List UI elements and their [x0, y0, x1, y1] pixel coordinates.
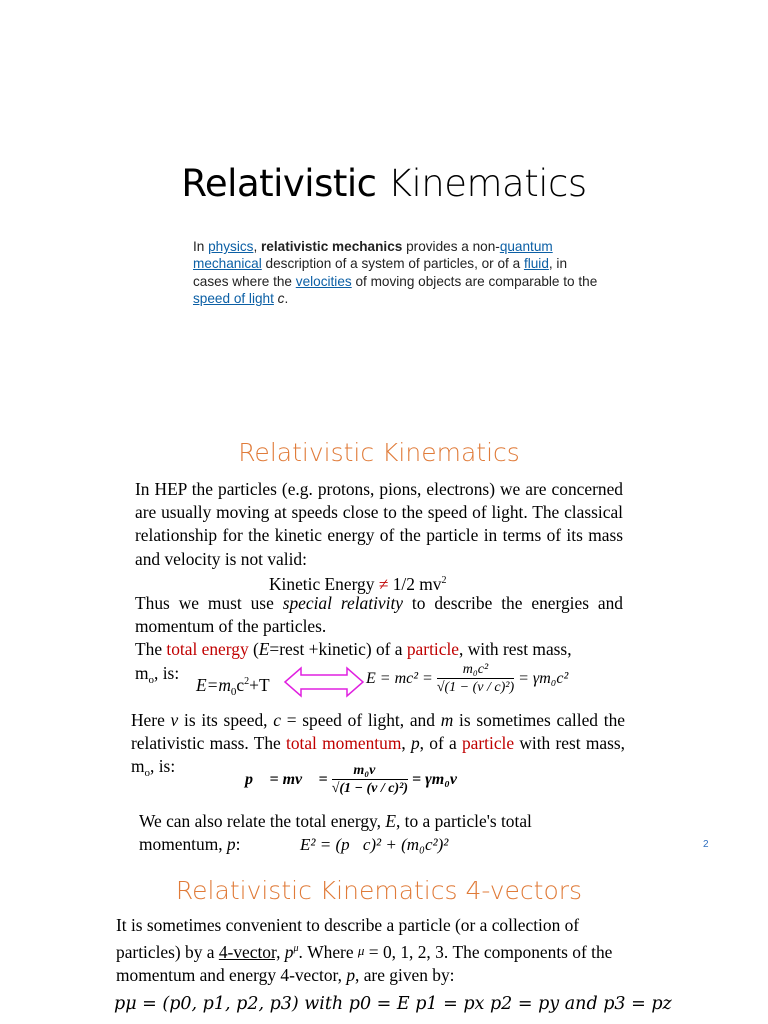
symbol-p: p [226, 834, 236, 855]
m-symbol: m [135, 663, 149, 683]
eq1-left-sub: 0 [230, 686, 237, 698]
p4-text: Here [131, 710, 171, 730]
eq2-lhs: p⃗ = mv⃗ = [245, 771, 328, 788]
eq1-left-E: E=m [196, 675, 231, 695]
symbol-c: c [273, 710, 281, 730]
p4-text: , [401, 733, 411, 754]
wikipedia-excerpt [193, 238, 603, 308]
eq1-denominator: √(1 − (v / c)²) [436, 679, 515, 695]
symbol-E: E [385, 811, 396, 831]
eq1-gamma: = γm₀c² [518, 670, 569, 687]
symbol-E: E [258, 639, 270, 659]
symbol-p: p [280, 942, 294, 963]
m-subscript: o [144, 767, 151, 780]
page-number: 2 [703, 839, 709, 850]
slide3-heading: Relativistic Kinematics 4-vectors [175, 876, 583, 905]
symbol-p: p [346, 965, 356, 986]
p3-text: =rest +kinetic) of a [269, 639, 407, 659]
eq1-left-sup: 2 [244, 676, 250, 687]
eq2-numerator: m₀v⃗ [332, 763, 408, 780]
slide2-heading: Relativistic Kinematics [238, 438, 520, 467]
eq1-left-T: +T [249, 675, 270, 695]
energy-sum-equation [196, 670, 270, 704]
excerpt-text: . [284, 291, 289, 307]
eq1-left-c: c [236, 675, 245, 695]
s3-text: , are given by: [355, 965, 455, 986]
eq1-numerator: m₀c² [437, 662, 514, 679]
excerpt-text: , [253, 239, 262, 254]
double-arrow-icon [283, 666, 365, 698]
p2-text: to describe the energies and momentum of the particles. [135, 593, 623, 637]
link-quantum-mechanical[interactable]: quantum mechanical [193, 239, 553, 272]
eq2-denominator: √(1 − (v / c)²) [331, 780, 409, 796]
p2-text: Thus we must use [135, 593, 283, 613]
rest-mass-label [135, 662, 179, 692]
four-vector-components-equation: pμ = (p0, p1, p2, p3) with p0 = E p1 = px p2 = py and p3 = pz [114, 994, 672, 1014]
particle-term: particle [461, 733, 515, 754]
excerpt-text: In [193, 239, 209, 254]
p3-text: , with rest mass, [459, 639, 572, 659]
not-equal-symbol: ≠ [378, 574, 389, 594]
ke-superscript: 2 [441, 575, 447, 586]
relativistic-energy-equation [366, 654, 568, 704]
symbol-m: m [440, 710, 454, 730]
total-energy-term: total energy [166, 639, 249, 659]
four-vector-term: 4-vector, [218, 942, 281, 963]
p5-text: , to a particle's total momentum, [139, 811, 532, 855]
p5-text: We can also relate the total energy, [139, 811, 386, 831]
p4-text: is its speed, [178, 710, 274, 730]
excerpt-c: c [277, 291, 285, 307]
particle-term: particle [406, 639, 459, 659]
slide1-title [0, 162, 768, 205]
symbol-mu: μ [357, 943, 365, 959]
title-word-relativistic: Relativistic [181, 162, 377, 205]
p4-text: is sometimes called the relativistic mass. The [131, 710, 625, 754]
four-vector-paragraph [116, 914, 630, 988]
total-momentum-term: total momentum [285, 733, 402, 754]
relativistic-momentum-equation [245, 752, 469, 808]
p4-text: with rest mass, m [131, 733, 625, 777]
p4-text: = speed of light, and [280, 710, 441, 730]
p3-text: ( [248, 639, 259, 659]
symbol-p: p [410, 733, 420, 754]
eq1-fraction [437, 662, 514, 697]
excerpt-text: of moving objects are comparable to the [351, 273, 598, 289]
p5-text: : [235, 834, 241, 855]
s3-text: = 0, 1, 2, 3. The components of the momentum and energy 4-vector, [116, 942, 613, 986]
m-subscript: o [148, 674, 155, 686]
link-fluid[interactable]: fluid [523, 256, 549, 272]
p4-text: , of a [419, 733, 462, 754]
excerpt-bold-term: relativistic mechanics [261, 239, 403, 254]
slide2-intro-paragraph: In HEP the particles (e.g. protons, pions, electrons) we are concerned are usually moving at speeds close to the speed of light. The classical relationship for the kinetic energy of the particle in terms of its mass and velocity is not valid: [135, 479, 623, 569]
link-physics[interactable]: physics [208, 239, 254, 254]
s3-text: . Where [298, 942, 358, 963]
energy-momentum-equation: E² = (p⃗c)² + (m₀c²)² [300, 835, 449, 854]
eq1-lhs: E = mc² = [366, 670, 433, 687]
special-relativity-term: special relativity [282, 593, 404, 613]
link-speed-of-light[interactable]: speed of light [193, 291, 274, 307]
title-word-kinematics: Kinematics [376, 162, 587, 205]
special-relativity-paragraph [135, 592, 623, 638]
p3-text: , is: [154, 663, 180, 683]
excerpt-text: description of a system of particles, or of a [261, 256, 524, 272]
ke-rest: 1/2 mv [388, 574, 442, 594]
eq2-gamma: = γm₀v⃗ [412, 771, 470, 788]
s3-text: It is sometimes convenient to describe a particle (or a collection of particles) by a [116, 915, 580, 963]
excerpt-text: , in cases where the [193, 256, 568, 289]
ke-label: Kinetic Energy [269, 574, 379, 594]
symbol-v: v [170, 710, 179, 730]
eq2-fraction [332, 763, 408, 798]
p3-text: The [135, 639, 167, 659]
excerpt-text: provides a non- [402, 239, 500, 254]
link-velocities[interactable]: velocities [295, 273, 352, 289]
symbol-mu-sup: μ [293, 943, 299, 955]
p4-text: , is: [150, 756, 176, 777]
